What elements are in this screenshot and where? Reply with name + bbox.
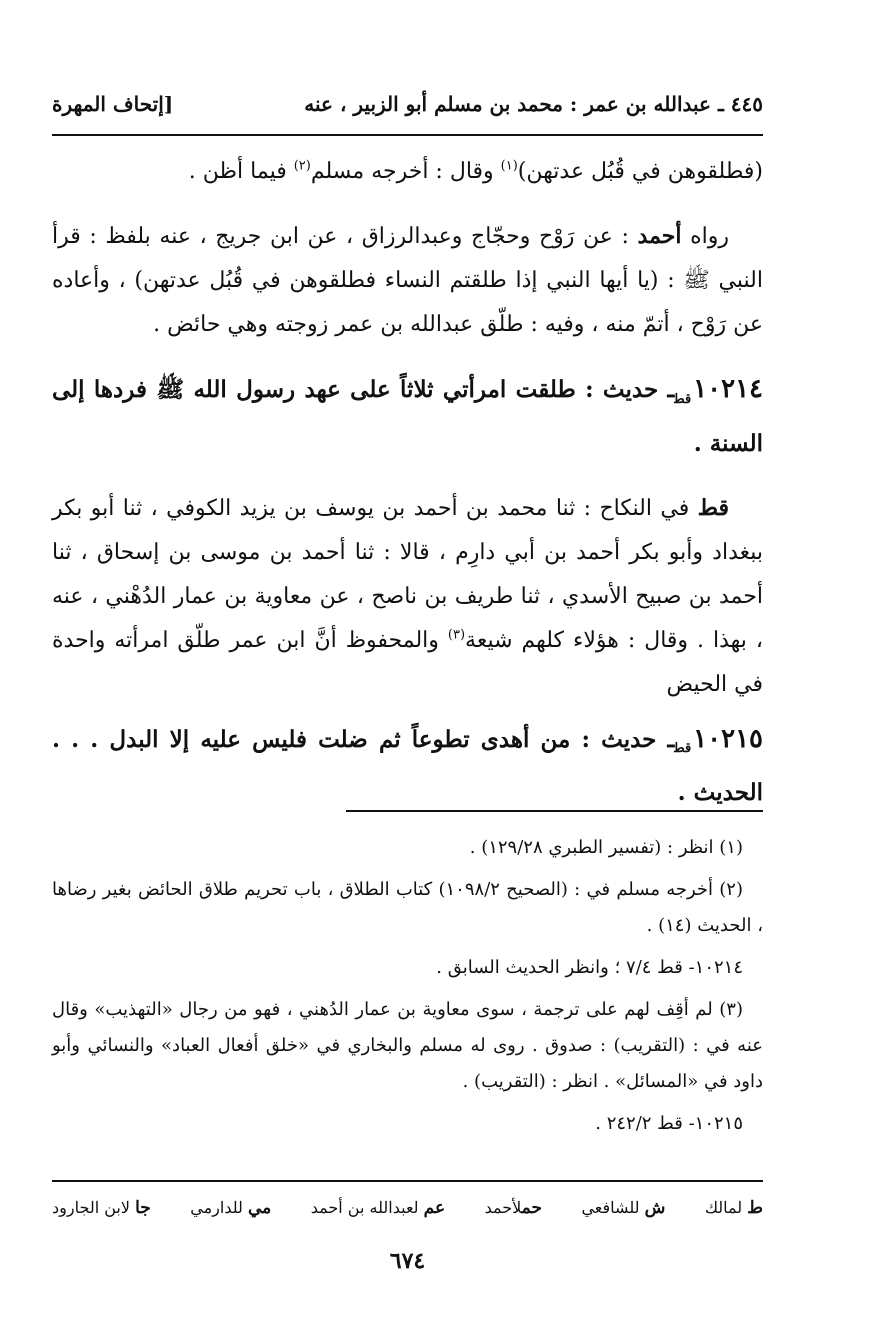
hadith-number: ١٠٢١٤ [693,374,763,404]
hadith-siglum: قط [674,741,692,757]
header-rule [52,134,763,136]
legend-item: حملأحمد [484,1198,542,1218]
paragraph-3: قط في النكاح : ثنا محمد بن أحمد بن يوسف بن يزيد الكوفي ، ثنا أبو بكر ببغداد وأبو بكر أحمد بن أبي دارِم ، قالا : ثنا أحمد بن موسى بن إسحاق ، ثنا أحمد بن صبيح الأسدي ، ثنا طريف بن ناصح ، عن معاوية بن عمار الدُهْني ، عنه ، بهذا . وقال : هؤلاء كلهم شيعة$^{(٣)}$ والمحفوظ أنَّ ابن عمر طلّق امرأته واحدة في الحيض [52,494,763,697]
footnote-2: (٢) أخرجه مسلم في : (الصحيح ١٠٩٨/٢) كتاب الطلاق ، باب تحريم طلاق الحائض بغير رضاها ، الحديث (١٤) . [52,879,763,936]
footnote-1: (١) انظر : (تفسير الطبري ١٢٩/٢٨) . [469,837,743,858]
footnote-separator [346,810,763,812]
main-text [52,150,763,815]
source-qutni: قط [697,494,729,521]
legend-item: جا لابن الجارود [52,1198,151,1218]
paragraph-1: (فطلقوهن في قُبُل عدتهن)$^{(١)}$ وقال : أخرجه مسلم$^{(٢)}$ فيما أظن . [188,158,763,184]
source-ahmad: أحمد [637,223,682,249]
hadith-number: ١٠٢١٥ [693,723,763,754]
footnote-ref-2[interactable]: (٢) [293,158,311,174]
book-title: [إتحاف المهرة [52,92,174,116]
legend-rule [52,1180,763,1182]
footnote-3: (٣) لم أقِف لهم على ترجمة ، سوى معاوية بن عمار الدُهني ، فهو من رجال «التهذيب» وقال عنه في : (التقريب) : صدوق . روى له مسلم والبخاري في «خلق أفعال العباد» والنسائي وأبو داود في «المسائل» . انظر : (التقريب) . [52,999,763,1092]
paragraph-2: رواه أحمد : عن رَوْح وحجّاج وعبدالرزاق ، عن ابن جريج ، عنه بلفظ : قرأ النبي ﷺ : (يا أيها النبي إذا طلقتم النساء فطلقوهن في قُبُل عدتهن) ، وأعاده عن رَوْح ، أتمّ منه ، وفيه : طلّق عبدالله بن عمر زوجته وهي حائض . [52,223,763,337]
footnote-10214: ١٠٢١٤- قط ٧/٤ ؛ وانظر الحديث السابق . [436,957,743,978]
footnote-ref-1[interactable]: (١) [500,158,518,174]
running-header [52,84,763,124]
page-number: ٦٧٤ [389,1248,426,1274]
footnotes [52,830,763,1148]
legend-item: ط لمالك [704,1198,763,1218]
legend-item: مي للدارمي [190,1198,272,1218]
chapter-title: ٤٤٥ ـ عبدالله بن عمر : محمد بن مسلم أبو الزبير ، عنه [304,92,763,116]
footnote-10215: ١٠٢١٥- قط ٢٤٢/٢ . [595,1113,743,1134]
hadith-siglum: قط [674,391,692,407]
footnote-ref-3[interactable]: (٣) [447,627,466,643]
abbreviation-legend [52,1190,763,1226]
hadith-10214: $١٠٢١٤_{قط}ـ$ حديث : طلقت امرأتي ثلاثاً على عهد رسول الله ﷺ فردها إلى السنة . [52,374,763,457]
hadith-10215: $١٠٢١٥_{قط}ـ$ حديث : من أهدى تطوعاً ثم ضلت فليس عليه إلا البدل . . . الحديث . [52,723,763,807]
legend-item: ش للشافعي [581,1198,666,1218]
legend-item: عم لعبدالله بن أحمد [310,1198,446,1218]
